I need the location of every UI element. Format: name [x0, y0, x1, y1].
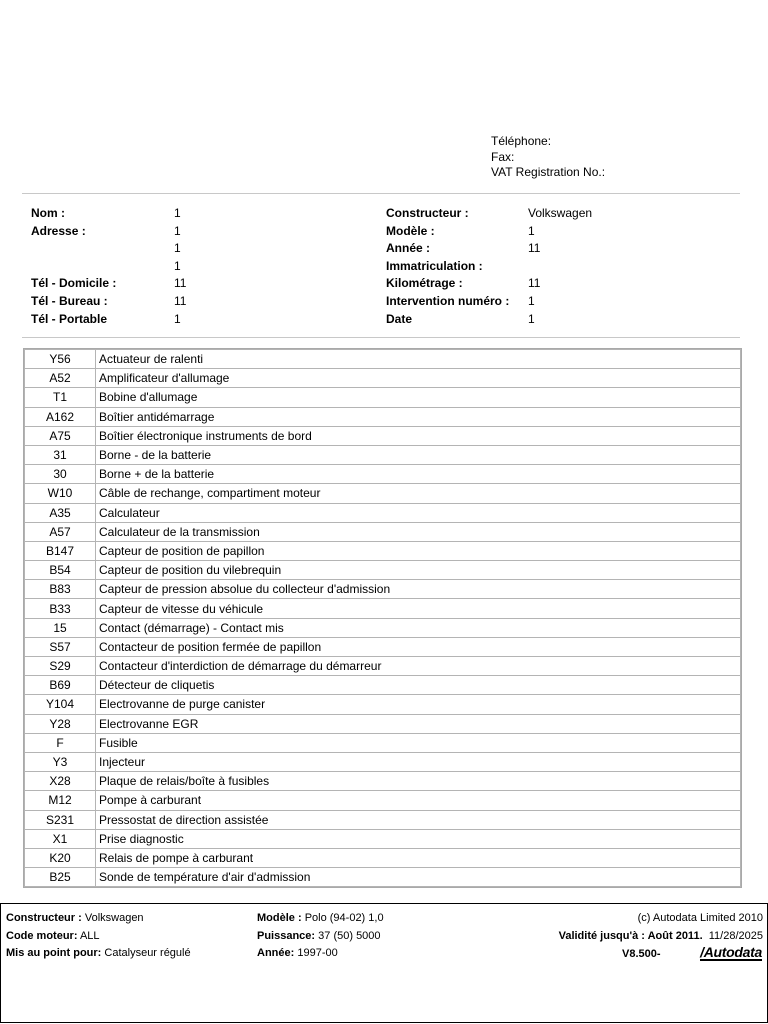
- vehicle-label: Constructeur :: [386, 206, 469, 220]
- customer-value: 11: [174, 293, 187, 308]
- table-row: [25, 657, 741, 676]
- customer-values: [174, 205, 186, 328]
- customer-value: 1: [174, 311, 181, 326]
- component-code: Y28: [25, 714, 96, 733]
- component-code: B54: [25, 561, 96, 580]
- contact-block: [491, 134, 605, 181]
- component-description: Electrovanne EGR: [96, 714, 741, 733]
- customer-labels: [31, 205, 116, 328]
- component-description: Contacteur de position fermée de papillon: [96, 637, 741, 656]
- footer-puissance: Puissance: 37 (50) 5000: [257, 930, 381, 942]
- vehicle-label: Kilométrage :: [386, 276, 463, 291]
- footer-version: V8.500-: [622, 948, 661, 960]
- table-row: [25, 388, 741, 407]
- component-description: Capteur de vitesse du véhicule: [96, 599, 741, 618]
- table-row: [25, 426, 741, 445]
- component-description: Calculateur: [96, 503, 741, 522]
- component-code: S231: [25, 810, 96, 829]
- table-row: [25, 484, 741, 503]
- vehicle-value: 1: [528, 293, 535, 308]
- component-description: Borne - de la batterie: [96, 445, 741, 464]
- footer-modele: Modèle : Polo (94-02) 1,0: [257, 912, 384, 924]
- vat-label: VAT Registration No.:: [491, 165, 606, 179]
- component-description: Sonde de température d'air d'admission: [96, 868, 741, 887]
- component-code: 30: [25, 465, 96, 484]
- footer-copyright: (c) Autodata Limited 2010: [637, 912, 763, 924]
- table-row: [25, 695, 741, 714]
- table-row: [25, 676, 741, 695]
- table-row: [25, 541, 741, 560]
- table-row: [25, 733, 741, 752]
- component-description: Contacteur d'interdiction de démarrage du démarreur: [96, 657, 741, 676]
- table-row: [25, 465, 741, 484]
- component-code: S29: [25, 657, 96, 676]
- component-code: B33: [25, 599, 96, 618]
- component-code: W10: [25, 484, 96, 503]
- component-description: Câble de rechange, compartiment moteur: [96, 484, 741, 503]
- component-code: Y104: [25, 695, 96, 714]
- component-description: Borne + de la batterie: [96, 465, 741, 484]
- component-code: B25: [25, 868, 96, 887]
- table-row: [25, 407, 741, 426]
- table-row: [25, 580, 741, 599]
- component-description: Fusible: [96, 733, 741, 752]
- vehicle-value: Volkswagen: [528, 206, 593, 220]
- component-description: Capteur de position de papillon: [96, 541, 741, 560]
- vehicle-value: 1: [528, 223, 535, 238]
- vehicle-value: 11: [528, 241, 541, 256]
- table-row: [25, 791, 741, 810]
- vehicle-label: Immatriculation :: [386, 258, 483, 273]
- top-divider: [22, 193, 740, 194]
- table-row: [25, 503, 741, 522]
- footer: [0, 903, 768, 1023]
- customer-label: Nom :: [31, 206, 65, 220]
- component-code: 15: [25, 618, 96, 637]
- component-code: T1: [25, 388, 96, 407]
- component-description: Contact (démarrage) - Contact mis: [96, 618, 741, 637]
- component-description: Boîtier antidémarrage: [96, 407, 741, 426]
- vehicle-labels: [386, 205, 509, 328]
- component-code: B69: [25, 676, 96, 695]
- component-code: A35: [25, 503, 96, 522]
- footer-mis-au-point: Mis au point pour: Catalyseur régulé: [6, 947, 191, 959]
- component-description: Capteur de pression absolue du collecteur d'admission: [96, 580, 741, 599]
- mid-divider: [22, 337, 740, 338]
- component-description: Bobine d'allumage: [96, 388, 741, 407]
- vehicle-value: 1: [528, 311, 535, 326]
- customer-value: 1: [174, 223, 181, 238]
- component-description: Plaque de relais/boîte à fusibles: [96, 772, 741, 791]
- component-description: Actuateur de ralenti: [96, 350, 741, 369]
- component-code: A57: [25, 522, 96, 541]
- vehicle-values: [528, 205, 592, 328]
- component-description: Boîtier électronique instruments de bord: [96, 426, 741, 445]
- table-row: [25, 599, 741, 618]
- customer-label: Tél - Portable: [31, 311, 108, 326]
- vehicle-label: Modèle :: [386, 223, 435, 238]
- footer-constructeur: Constructeur : Volkswagen: [6, 912, 144, 924]
- components-table: [23, 348, 742, 888]
- table-row: [25, 637, 741, 656]
- component-description: Capteur de position du vilebrequin: [96, 561, 741, 580]
- footer-annee: Année: 1997-00: [257, 947, 338, 959]
- footer-code-moteur: Code moteur: ALL: [6, 930, 100, 942]
- vehicle-label: Année :: [386, 241, 431, 256]
- component-code: X28: [25, 772, 96, 791]
- table-row: [25, 868, 741, 887]
- component-code: A162: [25, 407, 96, 426]
- vehicle-value: 11: [528, 276, 541, 291]
- fax-label: Fax:: [491, 149, 515, 164]
- vehicle-value: [528, 258, 592, 276]
- component-description: Amplificateur d'allumage: [96, 369, 741, 388]
- customer-label: Adresse :: [31, 223, 86, 238]
- component-code: K20: [25, 848, 96, 867]
- table-row: [25, 829, 741, 848]
- footer-validity: Validité jusqu'à : Août 2011. 11/28/2025: [558, 930, 763, 942]
- customer-label: [31, 240, 116, 258]
- table-row: [25, 618, 741, 637]
- component-description: Electrovanne de purge canister: [96, 695, 741, 714]
- component-description: Pompe à carburant: [96, 791, 741, 810]
- component-description: Pressostat de direction assistée: [96, 810, 741, 829]
- component-code: 31: [25, 445, 96, 464]
- table-row: [25, 772, 741, 791]
- table-row: [25, 561, 741, 580]
- customer-label: Tél - Domicile :: [31, 276, 117, 291]
- vehicle-label: Intervention numéro :: [386, 293, 510, 308]
- table-row: [25, 810, 741, 829]
- table-row: [25, 848, 741, 867]
- component-code: Y3: [25, 752, 96, 771]
- component-description: Injecteur: [96, 752, 741, 771]
- component-code: B147: [25, 541, 96, 560]
- customer-value: 1: [174, 206, 181, 220]
- component-code: X1: [25, 829, 96, 848]
- table-row: [25, 714, 741, 733]
- customer-label: Tél - Bureau :: [31, 293, 108, 308]
- component-code: F: [25, 733, 96, 752]
- customer-value: 1: [174, 258, 181, 273]
- vehicle-label: Date: [386, 311, 413, 326]
- autodata-logo: /Autodata: [700, 944, 762, 960]
- component-description: Détecteur de cliquetis: [96, 676, 741, 695]
- table-row: [25, 445, 741, 464]
- component-code: A52: [25, 369, 96, 388]
- component-code: M12: [25, 791, 96, 810]
- component-code: Y56: [25, 350, 96, 369]
- customer-label: [31, 258, 116, 276]
- table-row: [25, 522, 741, 541]
- table-row: [25, 350, 741, 369]
- phone-label: Téléphone:: [491, 134, 552, 148]
- customer-value: 11: [174, 276, 187, 291]
- component-code: S57: [25, 637, 96, 656]
- component-description: Prise diagnostic: [96, 829, 741, 848]
- table-row: [25, 752, 741, 771]
- customer-value: 1: [174, 241, 181, 256]
- component-code: A75: [25, 426, 96, 445]
- table-row: [25, 369, 741, 388]
- component-code: B83: [25, 580, 96, 599]
- component-description: Relais de pompe à carburant: [96, 848, 741, 867]
- component-description: Calculateur de la transmission: [96, 522, 741, 541]
